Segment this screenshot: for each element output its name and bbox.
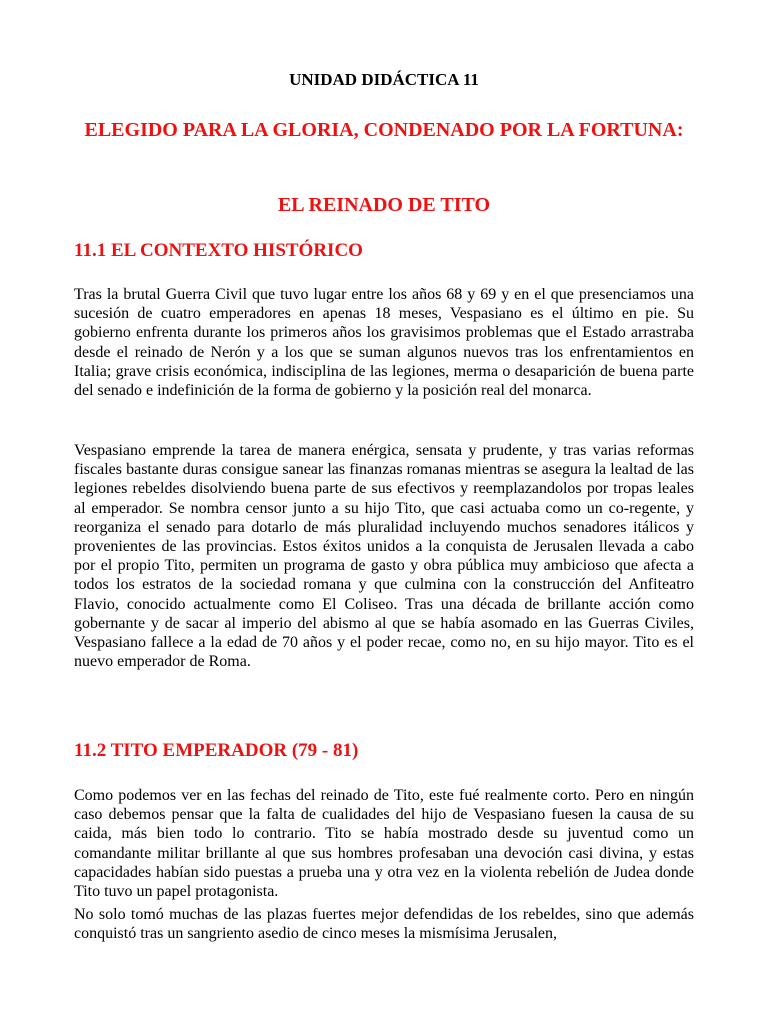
paragraph: Tras la brutal Guerra Civil que tuvo lugar entre los años 68 y 69 y en el que presenciamos una sucesión de cuatro emperadores en apenas 18 meses, Vespasiano es el último en pie. Su gobierno enfrenta durante los primeros años los gravisimos problemas que el Estado arrastraba desde el reinado de Nerón y a los que se suman algunos nuevos tras los enfrentamientos en Italia; grave crisis económica, indisciplina de las legiones, merma o desaparición de buena parte del senado e indefinición de la forma de gobierno y la posición real del monarca.: [74, 286, 694, 400]
paragraph: Vespasiano emprende la tarea de manera enérgica, sensata y prudente, y tras varias reformas fiscales bastante duras consigue sanear las finanzas romanas mientras se asegura la lealtad de las legiones rebeldes disolviendo buena parte de sus efectivos y reemplazandolos por tropas leales al emperador. Se nombra censor junto a su hijo Tito, que casi actuaba como un co-regente, y reorganiza el senado para dotarlo de más pluralidad incluyendo muchos senadores itálicos y provenientes de las provincias. Estos éxitos unidos a la conquista de Jerusalen llevada a cabo por el propio Tito, permiten un programa de gasto y obra pública muy ambicioso que afecta a todos los estratos de la sociedad romana y que culmina con la construcción del Anfiteatro Flavio, conocido actualmente como El Coliseo. Tras una década de brillante acción como gobernante y de sacar al imperio del abismo al que se había asomado en las Guerras Civiles, Vespasiano fallece a la edad de 70 años y el poder recae, como no, en su hijo mayor. Tito es el nuevo emperador de Roma.: [74, 442, 694, 671]
section-heading-tito-emperador: 11.2 TITO EMPERADOR (79 - 81): [74, 740, 359, 761]
subtitle: EL REINADO DE TITO: [277, 194, 491, 216]
section-heading-contexto: 11.1 EL CONTEXTO HISTÓRICO: [74, 240, 363, 261]
main-title: ELEGIDO PARA LA GLORIA, CONDENADO POR LA FORTUNA:: [84, 119, 684, 141]
unit-title: UNIDAD DIDÁCTICA 11: [289, 70, 479, 89]
paragraph: Como podemos ver en las fechas del reinado de Tito, este fué realmente corto. Pero en ningún caso debemos pensar que la falta de cualidades del hijo de Vespasiano fuesen la causa de su caida, más bien todo lo contrario. Tito se había mostrado desde su juventud como un comandante militar brillante al que sus hombres profesaban una devoción casi divina, y estas capacidades habían sido puestas a prueba una y otra vez en la violenta rebelión de Judea donde Tito tuvo un papel protagonista.: [74, 787, 694, 901]
paragraph: No solo tomó muchas de las plazas fuertes mejor defendidas de los rebeldes, sino que además conquistó tras un sangriento asedio de cinco meses la mismísima Jerusalen,: [74, 906, 694, 943]
